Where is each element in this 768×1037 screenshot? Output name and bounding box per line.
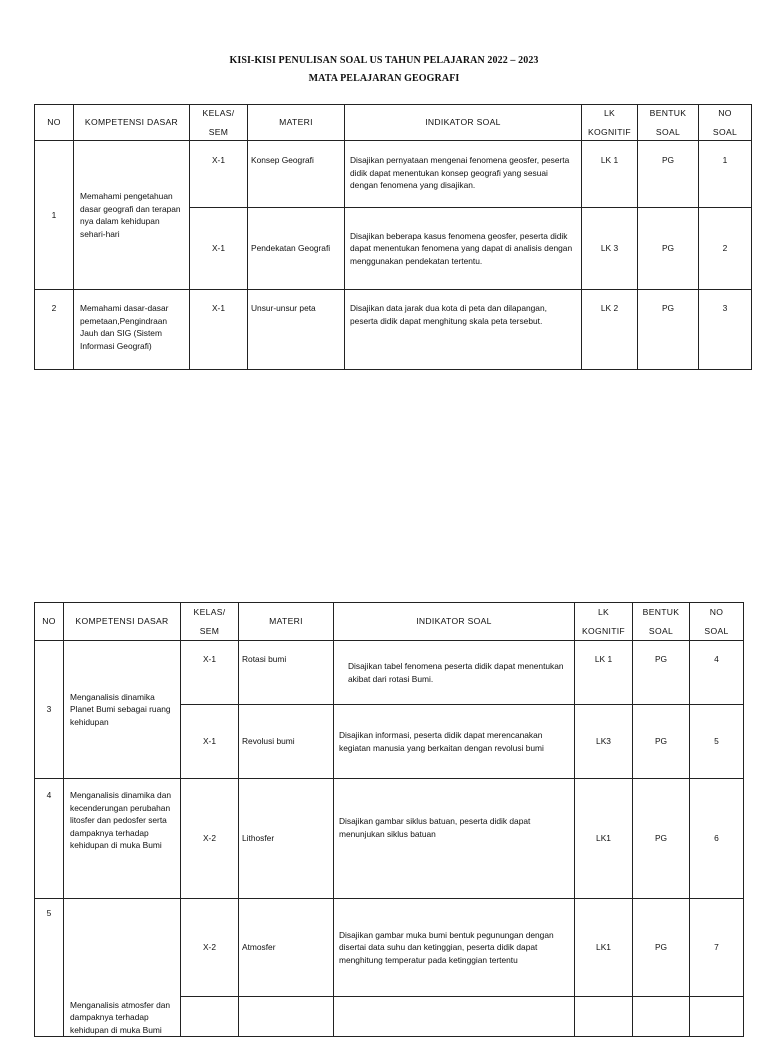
indikator-soal: Disajikan beberapa kasus fenomena geosfer, peserta didik dapat menentukan fenomena yang dapat di analisis dengan menggunakan pendekatan tertentu. xyxy=(345,208,582,290)
col-header-kompetensi-dasar: KOMPETENSI DASAR xyxy=(74,105,190,141)
lk-kognitif: LK 3 xyxy=(582,208,638,290)
indikator-soal: Disajikan gambar muka bumi bentuk pegunungan dengan disertai data suhu dan ketinggian, peserta didik dapat menghitung temperatur pada ketinggian tertentu xyxy=(334,899,575,997)
col-header-indikator-soal: INDIKATOR SOAL xyxy=(345,105,582,141)
kelas-sem: X-1 xyxy=(190,208,248,290)
row-number: 1 xyxy=(35,141,74,290)
bentuk-soal: PG xyxy=(633,779,690,899)
kelas-sem: X-1 xyxy=(181,705,239,779)
bentuk-soal: PG xyxy=(633,899,690,997)
no-soal: 2 xyxy=(699,208,752,290)
materi: Unsur-unsur peta xyxy=(248,290,345,370)
lk-kognitif: LK 2 xyxy=(582,290,638,370)
lk-kognitif: LK 1 xyxy=(582,141,638,208)
table-row xyxy=(35,899,744,997)
materi xyxy=(239,997,334,1037)
document-subtitle: MATA PELAJARAN GEOGRAFI xyxy=(308,73,460,84)
lk-kognitif: LK3 xyxy=(575,705,633,779)
col-header-kompetensi-dasar: KOMPETENSI DASAR xyxy=(64,603,181,641)
lk-kognitif: LK1 xyxy=(575,779,633,899)
lk-kognitif xyxy=(575,997,633,1037)
kelas-sem: X-1 xyxy=(190,141,248,208)
kompetensi-dasar: Menganalisis atmosfer dan dampaknya terhadap kehidupan di muka Bumi xyxy=(64,899,181,1037)
no-soal: 1 xyxy=(699,141,752,208)
materi: Pendekatan Geografi xyxy=(248,208,345,290)
table-row xyxy=(35,641,744,705)
col-header-kelas-sem: KELAS/ SEM xyxy=(181,603,239,641)
col-header-bentuk-soal: BENTUK SOAL xyxy=(633,603,690,641)
table-row xyxy=(35,779,744,899)
row-number: 2 xyxy=(35,290,74,370)
kompetensi-dasar: Menganalisis dinamika Planet Bumi sebagai ruang kehidupan xyxy=(64,641,181,779)
row-number: 5 xyxy=(35,899,64,1037)
bentuk-soal: PG xyxy=(638,290,699,370)
materi: Revolusi bumi xyxy=(239,705,334,779)
indikator-soal: Disajikan informasi, peserta didik dapat merencanakan kegiatan manusia yang berkaitan dengan revolusi bumi xyxy=(334,705,575,779)
kelas-sem: X-2 xyxy=(181,899,239,997)
table-row xyxy=(35,290,752,370)
kisi-kisi-table-2 xyxy=(34,602,744,1037)
kelas-sem xyxy=(181,997,239,1037)
table-header-row xyxy=(35,105,752,141)
kisi-kisi-table-1 xyxy=(34,104,752,370)
bentuk-soal: PG xyxy=(638,208,699,290)
bentuk-soal: PG xyxy=(633,641,690,705)
materi: Lithosfer xyxy=(239,779,334,899)
row-number: 4 xyxy=(35,779,64,899)
lk-kognitif: LK1 xyxy=(575,899,633,997)
indikator-soal: Disajikan pernyataan mengenai fenomena geosfer, peserta didik dapat menentukan konsep geografi yang sesuai dengan fenomena yang disajikan. xyxy=(345,141,582,208)
col-header-indikator-soal: INDIKATOR SOAL xyxy=(334,603,575,641)
kelas-sem: X-1 xyxy=(181,641,239,705)
col-header-no-soal: NO SOAL xyxy=(699,105,752,141)
kompetensi-dasar: Menganalisis dinamika dan kecenderungan perubahan litosfer dan pedosfer serta dampaknya terhadap kehidupan di muka Bumi xyxy=(64,779,181,899)
indikator-soal: Disajikan gambar siklus batuan, peserta didik dapat menunjukan siklus batuan xyxy=(334,779,575,899)
kompetensi-dasar: Memahami dasar-dasar pemetaan,Pengindraan Jauh dan SIG (Sistem Informasi Geografi) xyxy=(74,290,190,370)
row-number: 3 xyxy=(35,641,64,779)
col-header-kelas-sem: KELAS/ SEM xyxy=(190,105,248,141)
indikator-soal xyxy=(334,997,575,1037)
col-header-lk-kognitif: LK KOGNITIF xyxy=(575,603,633,641)
col-header-lk-kognitif: LK KOGNITIF xyxy=(582,105,638,141)
table-row xyxy=(35,141,752,208)
materi: Konsep Geografi xyxy=(248,141,345,208)
bentuk-soal: PG xyxy=(638,141,699,208)
no-soal: 5 xyxy=(690,705,744,779)
col-header-materi: MATERI xyxy=(239,603,334,641)
materi: Rotasi bumi xyxy=(239,641,334,705)
col-header-bentuk-soal: BENTUK SOAL xyxy=(638,105,699,141)
no-soal: 3 xyxy=(699,290,752,370)
kelas-sem: X-1 xyxy=(190,290,248,370)
kompetensi-dasar: Memahami pengetahuan dasar geografi dan terapan nya dalam kehidupan sehari-hari xyxy=(74,141,190,290)
col-header-no: NO xyxy=(35,603,64,641)
bentuk-soal xyxy=(633,997,690,1037)
indikator-soal: Disajikan data jarak dua kota di peta dan dilapangan, peserta didik dapat menghitung skala peta tersebut. xyxy=(345,290,582,370)
no-soal: 7 xyxy=(690,899,744,997)
no-soal xyxy=(690,997,744,1037)
table-header-row xyxy=(35,603,744,641)
col-header-materi: MATERI xyxy=(248,105,345,141)
col-header-no: NO xyxy=(35,105,74,141)
no-soal: 4 xyxy=(690,641,744,705)
no-soal: 6 xyxy=(690,779,744,899)
col-header-no-soal: NO SOAL xyxy=(690,603,744,641)
materi: Atmosfer xyxy=(239,899,334,997)
lk-kognitif: LK 1 xyxy=(575,641,633,705)
kelas-sem: X-2 xyxy=(181,779,239,899)
indikator-soal: Disajikan tabel fenomena peserta didik dapat menentukan akibat dari rotasi Bumi. xyxy=(334,641,575,705)
bentuk-soal: PG xyxy=(633,705,690,779)
document-title: KISI-KISI PENULISAN SOAL US TAHUN PELAJARAN 2022 – 2023 xyxy=(229,55,539,66)
